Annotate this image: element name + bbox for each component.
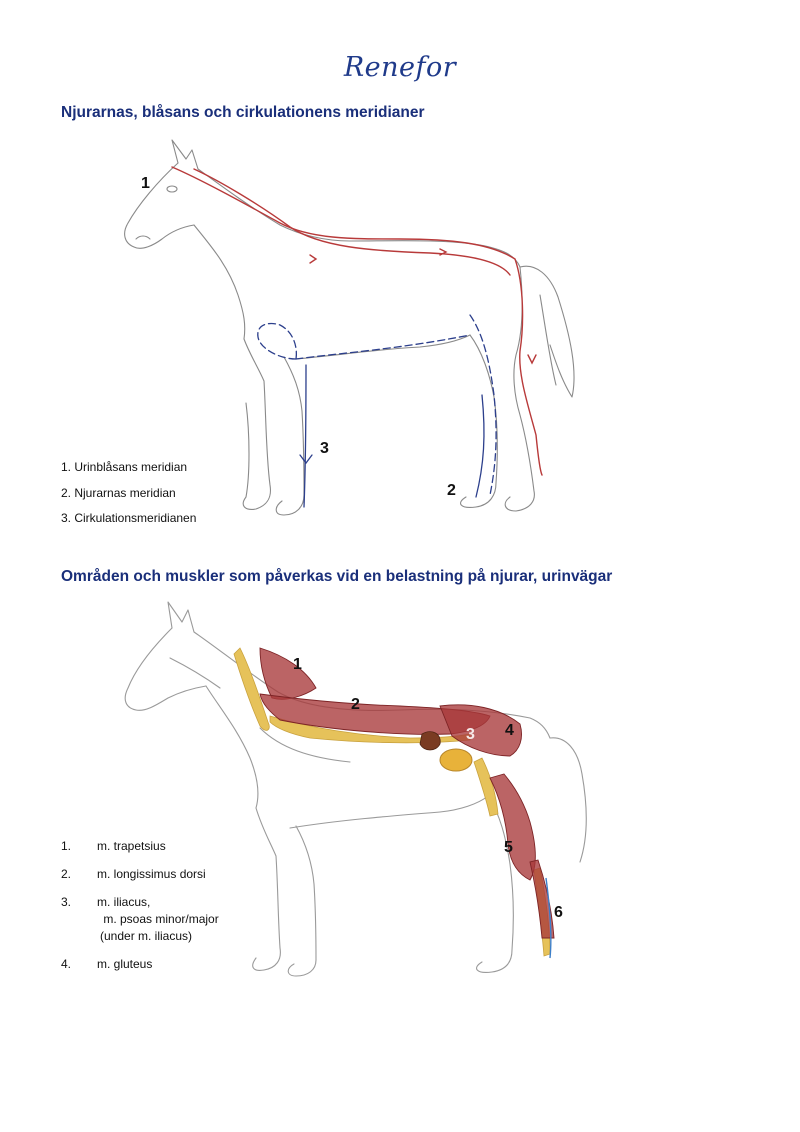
muscle-legend-text: m. longissimus dorsi <box>97 867 206 881</box>
figure-1-label-3: 3 <box>320 440 329 457</box>
muscle-legend-text: m. iliacus, <box>97 895 151 909</box>
muscle-legend-text: (under m. iliacus) <box>100 929 193 943</box>
brand-logo-text: Renefor <box>343 52 457 83</box>
muscle-legend-num: 2. <box>61 867 72 881</box>
muscle-legend-text: m. psoas minor/major <box>100 912 219 926</box>
muscle-legend-item-1 <box>61 838 219 855</box>
figure-2-label-2: 2 <box>351 696 360 713</box>
muscle-legend-item-2 <box>61 866 219 883</box>
muscle-legend-num: 3. <box>61 895 72 909</box>
legend-item-1: 1. Urinblåsans meridian <box>61 460 188 474</box>
section-1-title: Njurarnas, blåsans och cirkulationens meridianer <box>61 104 425 121</box>
legend-item-2: 2. Njurarnas meridian <box>61 485 176 500</box>
muscle-legend-num: 1. <box>61 839 72 853</box>
figure-2-label-6: 6 <box>554 904 563 921</box>
figure-2-label-4: 4 <box>505 722 514 739</box>
muscle-legend-num: 4. <box>61 957 72 971</box>
muscle-legend-item-3 <box>61 894 219 945</box>
muscle-legend-item-4 <box>61 956 219 973</box>
muscle-legend <box>61 838 219 984</box>
section-2-title: Områden och muskler som påverkas vid en belastning på njurar, urinvägar <box>61 568 613 585</box>
figure-2-label-1: 1 <box>293 656 302 673</box>
legend-item-3: 3. Cirkulationsmeridianen <box>61 511 197 525</box>
muscle-legend-text: m. trapetsius <box>97 839 166 853</box>
figure-2-label-5: 5 <box>504 839 513 856</box>
figure-1-label-1: 1 <box>141 175 150 192</box>
muscle-legend-text: m. gluteus <box>97 957 153 971</box>
figure-1-label-2: 2 <box>447 482 456 499</box>
meridian-legend <box>61 460 196 537</box>
figure-2-label-3: 3 <box>466 726 475 743</box>
